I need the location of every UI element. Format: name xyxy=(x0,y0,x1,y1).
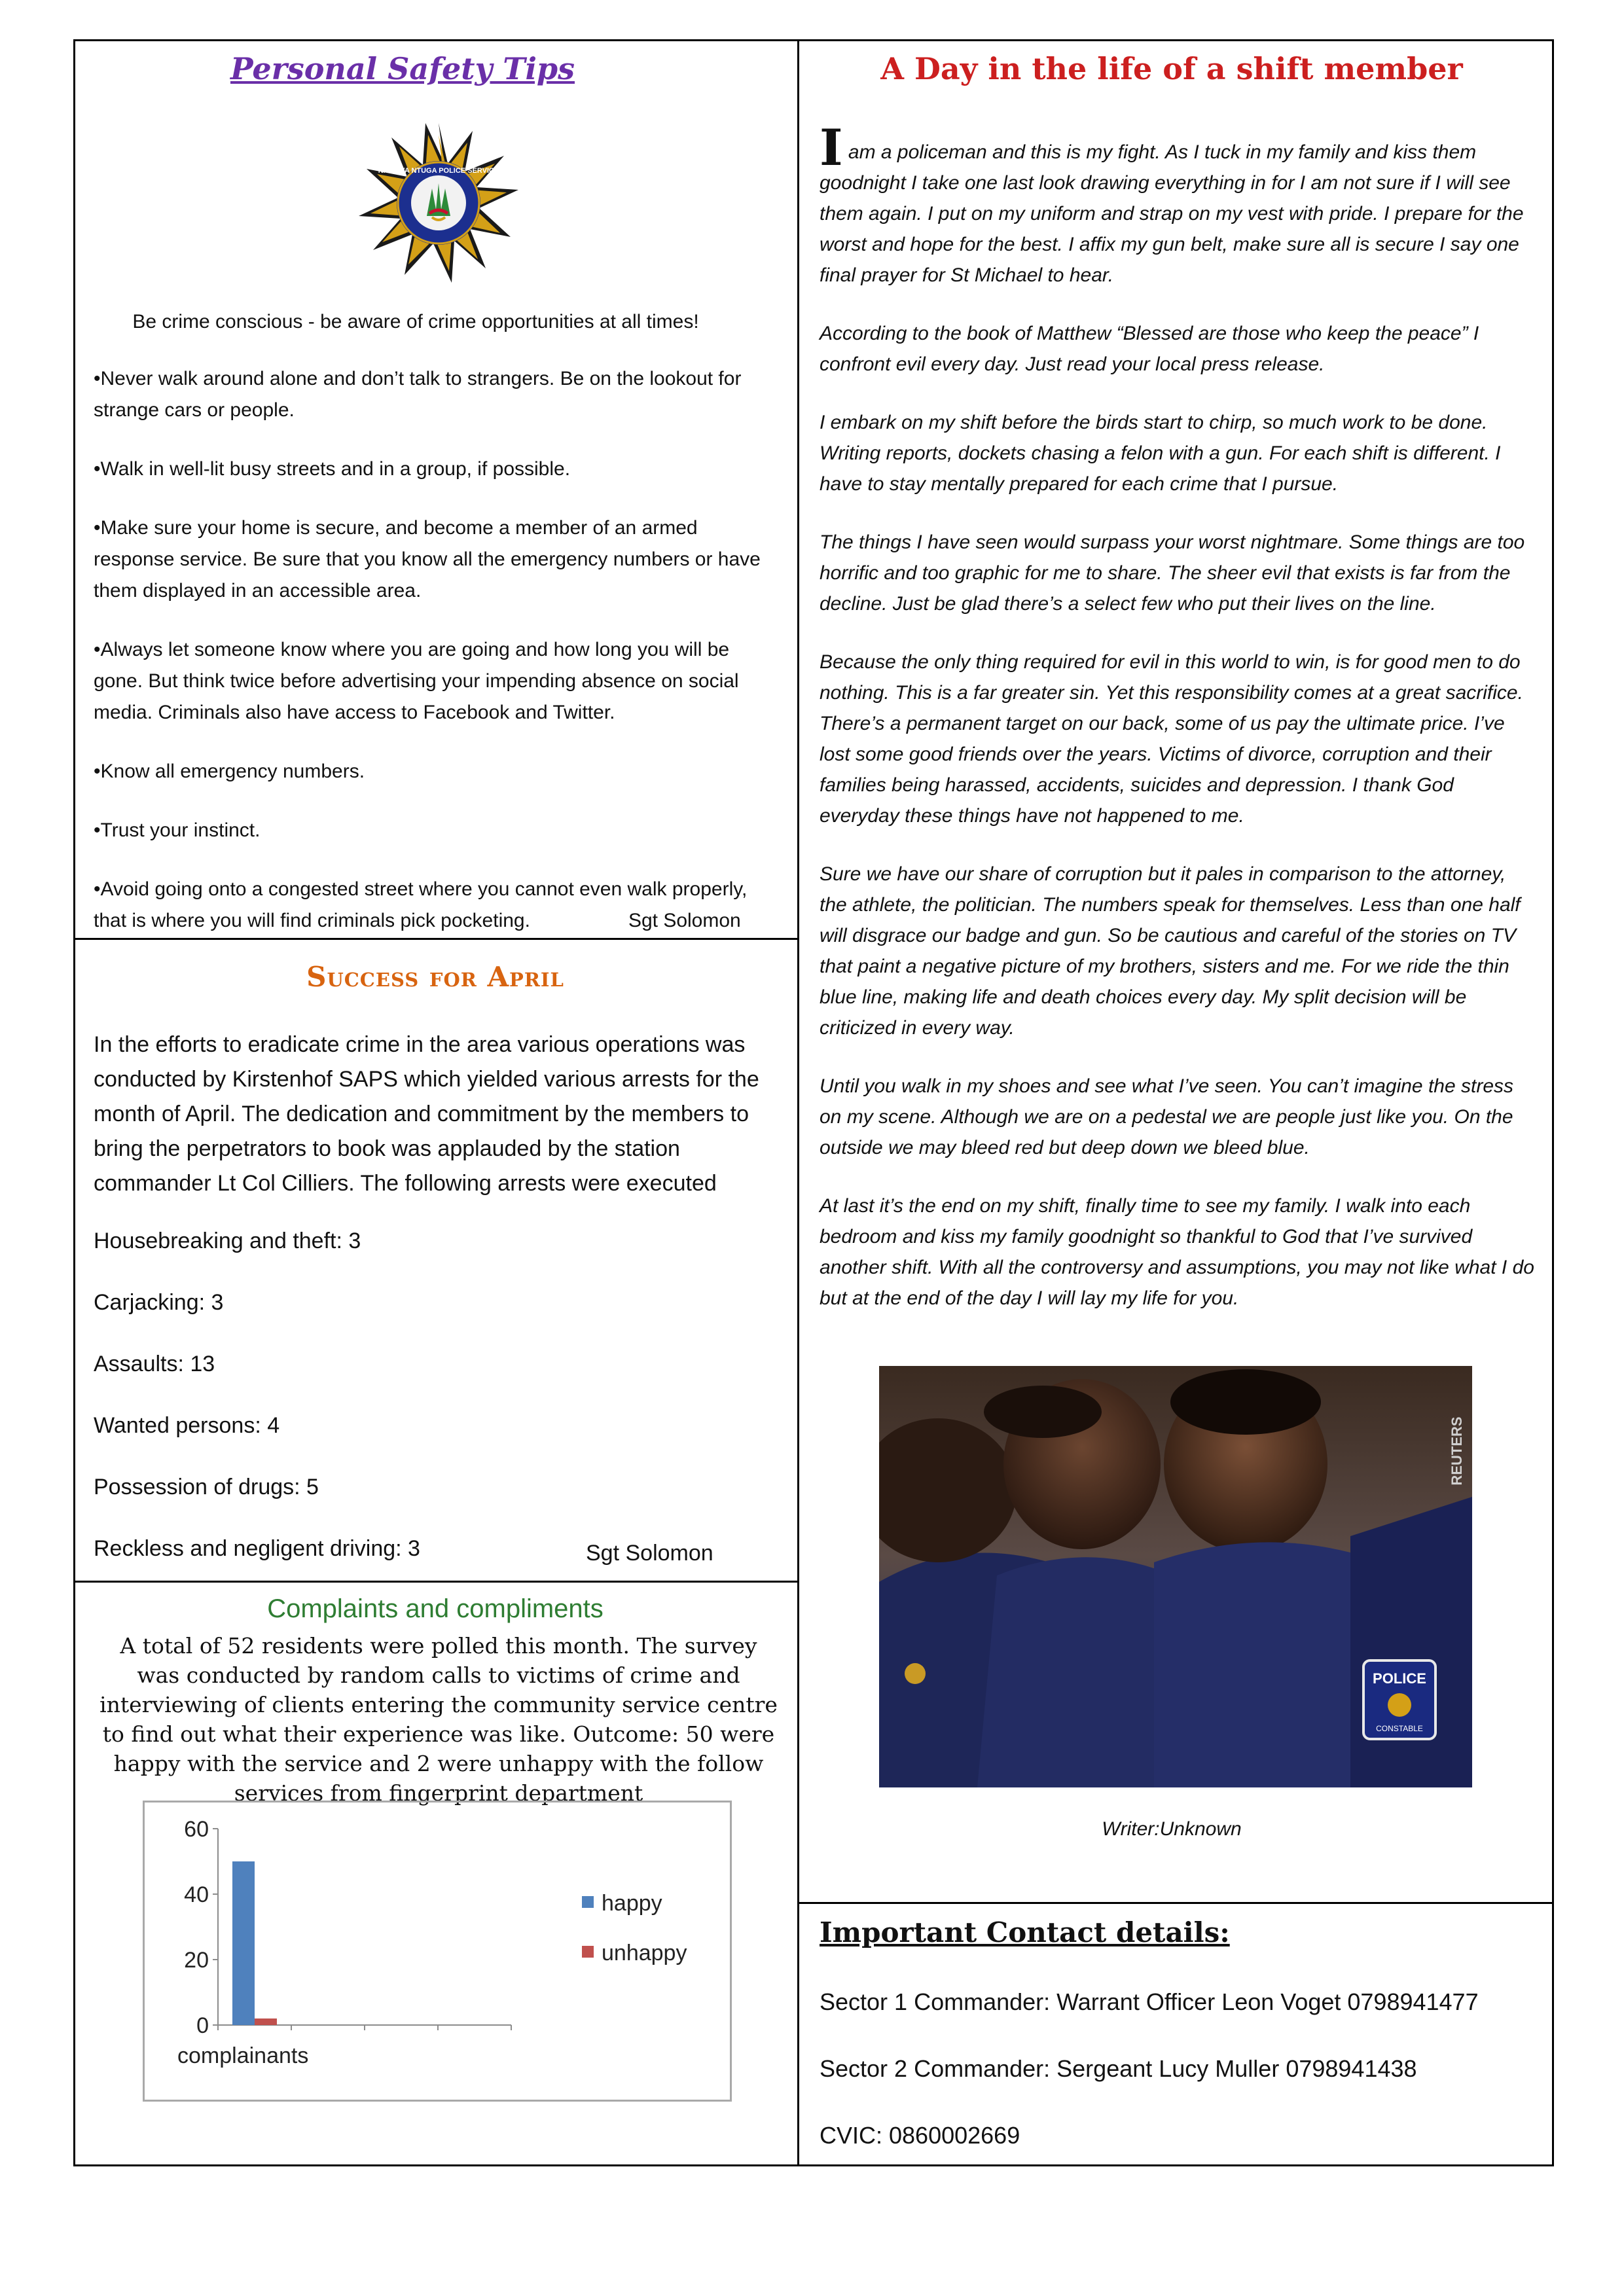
bar-happy xyxy=(232,1861,255,2025)
photo-badge-text: POLICE xyxy=(1373,1670,1426,1687)
story-paragraph: The things I have seen would surpass your worst nightmare. Some things are too horrific and too graphic for me to share. The sheer evil that exists is far from the decline. Just be glad there’s a select few who put their lives on the line. xyxy=(820,531,1525,615)
contact-cvic: CVIC: 0860002669 xyxy=(820,2122,1020,2149)
column-divider xyxy=(797,39,799,2166)
divider-safety-success xyxy=(73,938,799,940)
legend-swatch-happy xyxy=(582,1896,594,1908)
x-category-label: complainants xyxy=(177,2043,309,2068)
arrest-item: Assaults: 13 xyxy=(94,1352,215,1376)
safety-intro: Be crime conscious - be aware of crime opportunities at all times! xyxy=(132,311,699,332)
safety-tip: •Walk in well-lit busy streets and in a group, if possible. xyxy=(94,458,571,480)
arrest-item: Carjacking: 3 xyxy=(94,1290,224,1315)
photo-badge-sub: CONSTABLE xyxy=(1376,1724,1423,1733)
story-paragraph: Until you walk in my shoes and see what I’ve seen. You can’t imagine the stress on my scene. Although we are on a pedestal we are people just like you. On the outside we may bleed red but deep down we bleed blue. xyxy=(820,1075,1514,1158)
officers-photo xyxy=(879,1366,1472,1787)
story-paragraph: At last it’s the end on my shift, finally time to see my family. I walk into each bedroom and kiss my family goodnight so thankful to God that I’ve survived another shift. With all the controversy and assumptions, you may not like what I do but at the end of the day I will lay my life for you. xyxy=(820,1195,1534,1309)
complaints-title: Complaints and compliments xyxy=(267,1594,604,1623)
survey-chart-svg xyxy=(145,1803,734,2104)
y-tick-label: 20 xyxy=(184,1948,209,1973)
safety-title: Personal Safety Tips xyxy=(230,51,575,86)
legend-label-happy: happy xyxy=(602,1891,662,1916)
contact-sector-2: Sector 2 Commander: Sergeant Lucy Muller 0798941438 xyxy=(820,2055,1417,2082)
complaints-paragraph: A total of 52 residents were polled this month. The survey was conducted by random calls to victims of crime and interviewing of clients entering the community service centre to find out what their experience was like. Outcome: 50 were happy with the service and 2 were unhappy with the follow services from fingerprint department xyxy=(99,1633,778,1806)
arrest-item: Possession of drugs: 5 xyxy=(94,1475,319,1499)
y-tick-label: 60 xyxy=(184,1817,209,1842)
safety-tip: •Never walk around alone and don’t talk to strangers. Be on the lookout for strange cars or people. xyxy=(94,368,742,421)
story-paragraph: I embark on my shift before the birds start to chirp, so much work to be done. Writing reports, dockets chasing a felon with a gun. For each shift is different. I have to stay mentally prepared for each crime that I pursue. xyxy=(820,412,1501,495)
success-title: Success for April xyxy=(306,961,564,993)
story-paragraph: According to the book of Matthew “Blessed are those who keep the peace” I confront evil every day. Just read your local press release. xyxy=(820,323,1479,375)
survey-chart xyxy=(143,1801,732,2102)
photo-watermark: REUTERS xyxy=(1449,1416,1465,1486)
arrest-item: Wanted persons: 4 xyxy=(94,1413,280,1438)
safety-tip: •Trust your instinct. xyxy=(94,819,261,841)
safety-signature: Sgt Solomon xyxy=(628,910,741,931)
y-tick-label: 0 xyxy=(196,2013,209,2038)
safety-tips-list xyxy=(94,363,781,937)
safety-tip: •Make sure your home is secure, and become a member of an armed response service. Be sure that you know all the emergency numbers or have them displayed in an accessible area. xyxy=(94,517,761,601)
saps-badge-icon xyxy=(357,121,520,285)
legend-swatch-unhappy xyxy=(582,1946,594,1958)
story-paragraph: Because the only thing required for evil in this world to win, is for good men to do nothing. This is a far greater sin. Yet this responsibility comes at a great sacrifice. There’s a permanent target on our back, some of us pay the ultimate price. I’ve lost some good friends over the years. Victims of divorce, corruption and their families being harassed, accidents, suicides and depression. I thank God everyday these things have not happened to me. xyxy=(820,651,1523,827)
badge-ring-text: NAPIRYA NTUGA POLICE SERVICE xyxy=(378,167,499,175)
bar-unhappy xyxy=(255,2018,277,2025)
success-paragraph: In the efforts to eradicate crime in the area various operations was conducted by Kirstenhof SAPS which yielded various arrests for the month of April. The dedication and commitment by the members to bring the perpetrators to book was applauded by the station commander Lt Col Cilliers. The following arrests were executed xyxy=(94,1032,759,1196)
safety-tip-text: •Avoid going onto a congested street where you cannot even walk properly, that is where you will find criminals pick pocketing. xyxy=(94,878,748,931)
safety-tip-last xyxy=(94,874,781,937)
story-paragraph: Sure we have our share of corruption but it pales in comparison to the attorney, the athlete, the politician. The numbers speak for themselves. Less than one half will disgrace our badge and gun. So be cautious and careful of the stories on TV that paint a negative picture of my brothers, sisters and me. For we ride the thin blue line, making life and death choices every day. My split decision will be criticized in every way. xyxy=(820,863,1521,1039)
y-tick-label: 40 xyxy=(184,1882,209,1907)
legend-label-unhappy: unhappy xyxy=(602,1941,687,1965)
contact-sector-1: Sector 1 Commander: Warrant Officer Leon Voget 0798941477 xyxy=(820,1988,1479,2015)
divider-day-contacts xyxy=(797,1902,1554,1904)
arrest-item: Housebreaking and theft: 3 xyxy=(94,1229,361,1253)
contacts-title: Important Contact details: xyxy=(820,1916,1230,1948)
story-first-text: am a policeman and this is my fight. As I tuck in my family and kiss them goodnight I take one last look drawing everything in for I am not sure if I will see them again. I put on my uniform and strap on my vest with pride. I prepare for the worst and hope for the best. I affix my gun belt, make sure all is secure I say one final prayer for St Michael to hear. xyxy=(820,141,1524,286)
writer-credit: Writer:Unknown xyxy=(1102,1818,1242,1840)
safety-tip: •Always let someone know where you are going and how long you will be gone. But think twice before advertising your impending absence on social media. Criminals also have access to Facebook and Twitter. xyxy=(94,639,739,723)
day-title: A Day in the life of a shift member xyxy=(880,51,1463,86)
success-signature: Sgt Solomon xyxy=(586,1541,713,1566)
drop-cap: I xyxy=(820,118,843,177)
day-story xyxy=(820,118,1536,1341)
story-paragraph xyxy=(820,118,1536,291)
arrest-item: Reckless and negligent driving: 3 xyxy=(94,1536,420,1561)
safety-tip: •Know all emergency numbers. xyxy=(94,761,365,782)
